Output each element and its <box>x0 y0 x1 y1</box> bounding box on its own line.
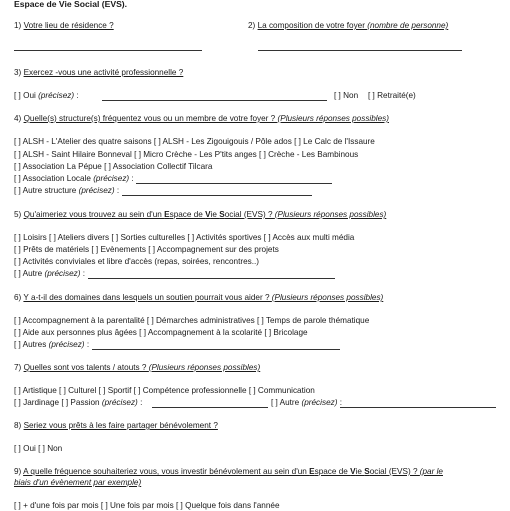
question-6: 6) Y a-t-il des domaines dans lesquels un soutien pourrait vous aider ? (Plusieurs réponses possibles) <box>14 293 384 302</box>
q4-options-row-1[interactable]: [ ] ALSH - L'Atelier des quatre saisons [ ] ALSH - Les Zigouigouis / Pôle ados [ ] Le Calc de l'Issaure <box>14 137 375 146</box>
question-1: 1) Votre lieu de résidence ? <box>14 21 114 30</box>
document-title: Espace de Vie Social (EVS). <box>14 0 128 9</box>
q6-options-row-1[interactable]: [ ] Accompagnement à la parentalité [ ] Démarches administratives [ ] Temps de parole thématique <box>14 316 370 325</box>
q5-options-row-2[interactable]: [ ] Prêts de matériels [ ] Evènements [ ] Accompagnement sur des projets <box>14 245 279 254</box>
q7-options-row-1[interactable]: [ ] Artistique [ ] Culturel [ ] Sportif [ ] Compétence professionnelle [ ] Communication <box>14 386 315 395</box>
q3-yes-answer-line[interactable] <box>102 100 327 101</box>
q6-option-other[interactable]: [ ] Autres (précisez) : <box>14 340 90 349</box>
question-5: 5) Qu'aimeriez vous trouvez au sein d'un Espace de Vie Social (EVS) ? (Plusieurs réponses possibles) <box>14 210 387 219</box>
q6-other-answer-line[interactable] <box>92 349 340 350</box>
question-7: 7) Quelles sont vos talents / atouts ? (Plusieurs réponses possibles) <box>14 363 261 372</box>
q7-option-other[interactable]: [ ] Autre (précisez) : <box>271 398 343 407</box>
q5-options-row-3[interactable]: [ ] Activités conviviales et libre d'accès (repas, soirées, rencontres..) <box>14 257 260 266</box>
question-4: 4) Quelle(s) structure(s) fréquentez vous ou un membre de votre foyer ? (Plusieurs réponses possibles) <box>14 114 389 123</box>
residence-answer-line[interactable] <box>14 50 202 51</box>
q6-options-row-2[interactable]: [ ] Aide aux personnes plus âgées [ ] Accompagnement à la scolarité [ ] Bricolage <box>14 328 308 337</box>
q9-options[interactable]: [ ] + d'une fois par mois [ ] Une fois par mois [ ] Quelque fois dans l'année <box>14 501 280 510</box>
household-answer-line[interactable] <box>258 50 462 51</box>
q5-other-answer-line[interactable] <box>88 278 335 279</box>
q5-option-other[interactable]: [ ] Autre (précisez) : <box>14 269 86 278</box>
q4-local-association-line[interactable] <box>136 183 332 184</box>
q4-options-row-3[interactable]: [ ] Association La Pépue [ ] Association Collectif Tilcara <box>14 162 213 171</box>
question-3: 3) Exercez -vous une activité professionnelle ? <box>14 68 184 77</box>
q3-option-yes[interactable]: [ ] Oui (précisez) : <box>14 91 79 100</box>
q4-option-other-structure[interactable]: [ ] Autre structure (précisez) : <box>14 186 120 195</box>
question-8: 8) Seriez vous prêts à les faire partager bénévolement ? <box>14 421 218 430</box>
q3-option-retired[interactable]: [ ] Retraité(e) <box>368 91 416 100</box>
q7-option-passion[interactable]: [ ] Jardinage [ ] Passion (précisez) : <box>14 398 143 407</box>
q8-options[interactable]: [ ] Oui [ ] Non <box>14 444 63 453</box>
q7-passion-answer-line[interactable] <box>152 407 268 408</box>
question-9-hint-continued: biais d'un évènement par exemple) <box>14 478 142 487</box>
q3-option-no[interactable]: [ ] Non <box>334 91 359 100</box>
q4-options-row-2[interactable]: [ ] ALSH - Saint Hilaire Bonneval [ ] Micro Crèche - Les P'tits anges [ ] Crèche - Les Bambinous <box>14 150 359 159</box>
question-2: 2) La composition de votre foyer (nombre de personne) <box>248 21 449 30</box>
q7-other-answer-line[interactable] <box>340 407 496 408</box>
q4-option-local-association[interactable]: [ ] Association Locale (précisez) : <box>14 174 134 183</box>
question-9: 9) A quelle fréquence souhaiteriez vous, vous investir bénévolement au sein d'un Espace de Vie Social (EVS) ? (par le <box>14 467 443 476</box>
q4-other-structure-line[interactable] <box>122 195 312 196</box>
q5-options-row-1[interactable]: [ ] Loisirs [ ] Ateliers divers [ ] Sorties culturelles [ ] Activités sportives [ ] Accès aux multi média <box>14 233 355 242</box>
